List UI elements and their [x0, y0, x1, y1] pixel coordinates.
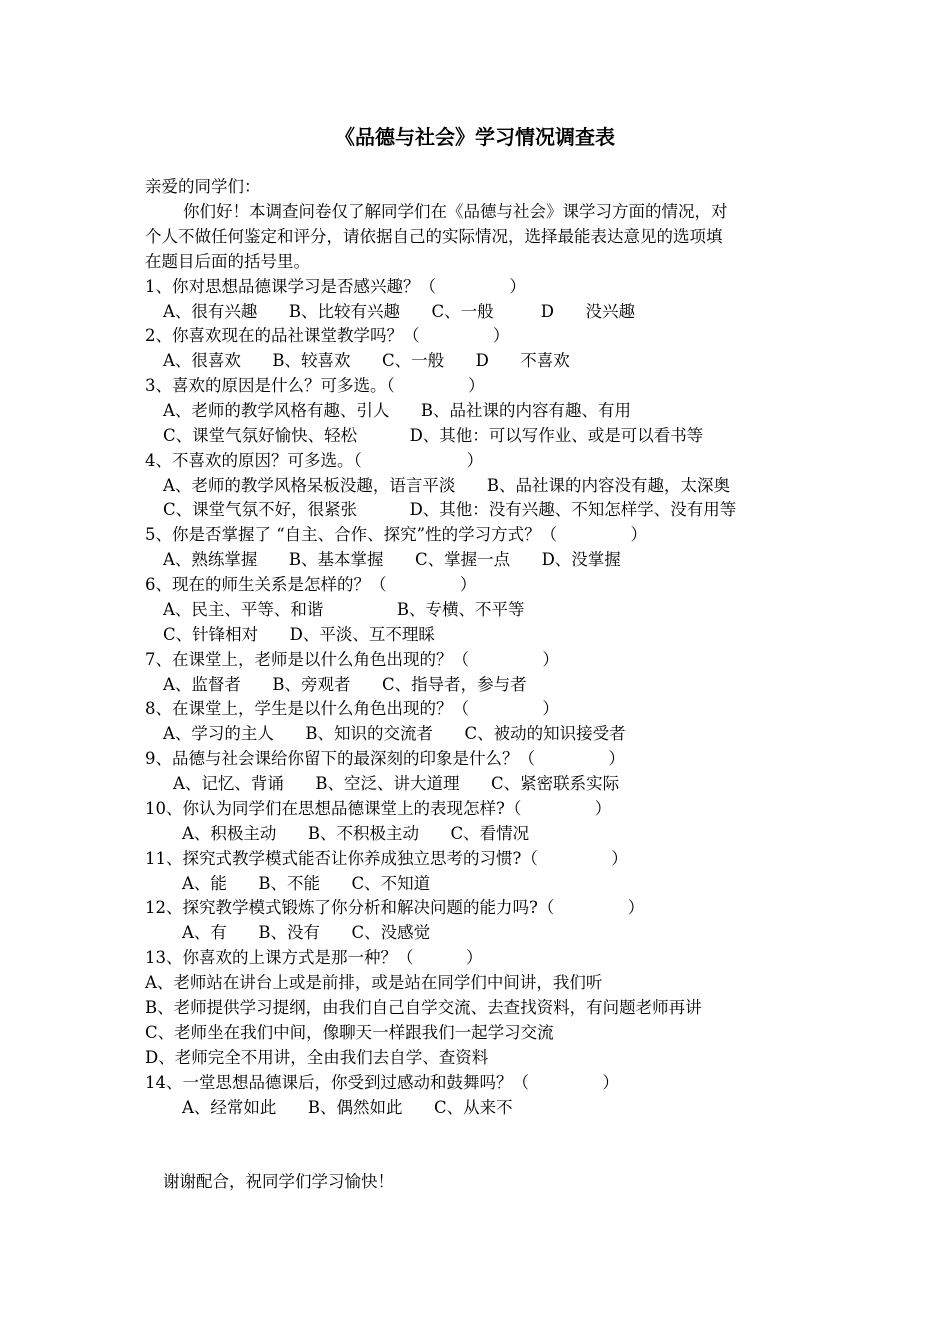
question-2: 2、你喜欢现在的品社课堂教学吗？（ ） [145, 326, 510, 345]
question-11: 11、探究式教学模式能否让你养成独立思考的习惯?（ ） [145, 849, 628, 868]
options-line: A、很喜欢 B、较喜欢 C、一般 D 不喜欢 [163, 351, 570, 370]
question-7: 7、在课堂上，老师是以什么角色出现的？（ ） [145, 650, 559, 669]
options-line: C、课堂气氛不好，很紧张 D、其他：没有兴趣、不知怎样学、没有用等 [163, 500, 737, 519]
options-line: A、老师的教学风格有趣、引人 B、品社课的内容有趣、有用 [163, 401, 632, 420]
options-line: B、老师提供学习提纲，由我们自己自学交流、去查找资料，有问题老师再讲 [145, 998, 702, 1017]
question-12: 12、探究教学模式锻炼了你分析和解决问题的能力吗?（ ） [145, 898, 645, 917]
intro-line: 在题目后面的括号里。 [145, 252, 310, 271]
options-line: A、学习的主人 B、知识的交流者 C、被动的知识接受者 [163, 724, 626, 743]
question-6: 6、现在的师生关系是怎样的？（ ） [145, 575, 477, 594]
greeting: 亲爱的同学们： [145, 177, 261, 196]
options-line: A、能 B、不能 C、不知道 [182, 874, 431, 893]
options-line: A、记忆、背诵 B、空泛、讲大道理 C、紧密联系实际 [173, 774, 620, 793]
options-line: D、老师完全不用讲，全由我们去自学、查资料 [145, 1048, 489, 1067]
options-line: A、民主、平等、和谐 B、专横、不平等 [163, 600, 525, 619]
options-line: A、熟练掌握 B、基本掌握 C、掌握一点 D、没掌握 [163, 550, 621, 569]
question-8: 8、在课堂上，学生是以什么角色出现的？（ ） [145, 699, 559, 718]
options-line: A、老师的教学风格呆板没趣，语言平淡 B、品社课的内容没有趣，太深奥 [163, 476, 731, 495]
question-5: 5、你是否掌握了 “自主、合作、探究”性的学习方式？（ ） [145, 525, 648, 544]
question-9: 9、品德与社会课给你留下的最深刻的印象是什么？（ ） [145, 749, 625, 768]
options-line: A、有 B、没有 C、没感觉 [182, 923, 431, 942]
options-line: A、积极主动 B、不积极主动 C、看情况 [182, 824, 530, 843]
options-line: C、老师坐在我们中间，像聊天一样跟我们一起学习交流 [145, 1023, 554, 1042]
intro-line: 个人不做任何鉴定和评分，请依据自己的实际情况，选择最能表达意见的选项填 [145, 227, 723, 246]
question-1: 1、你对思想品德课学习是否感兴趣？（ ） [145, 277, 526, 296]
question-4: 4、不喜欢的原因？可多选。（ ） [145, 451, 484, 470]
intro-line: 你们好！本调查问卷仅了解同学们在《品德与社会》课学习方面的情况，对 [183, 202, 728, 221]
closing-note: 谢谢配合，祝同学们学习愉快！ [163, 1172, 394, 1191]
question-3: 3、喜欢的原因是什么？可多选。（ ） [145, 376, 485, 395]
options-line: A、经常如此 B、偶然如此 C、从来不 [182, 1098, 513, 1117]
options-line: A、很有兴趣 B、比较有兴趣 C、一般 D 没兴趣 [163, 302, 636, 321]
options-line: A、监督者 B、旁观者 C、指导者，参与者 [163, 675, 527, 694]
question-13: 13、你喜欢的上课方式是那一种？（ ） [145, 948, 483, 967]
options-line: C、课堂气氛好愉快、轻松 D、其他：可以写作业、或是可以看书等 [163, 426, 704, 445]
page-title: 《品德与社会》学习情况调查表 [335, 125, 615, 149]
question-10: 10、你认为同学们在思想品德课堂上的表现怎样?（ ） [145, 799, 612, 818]
options-line: C、针锋相对 D、平淡、互不理睬 [163, 625, 435, 644]
options-line: A、老师站在讲台上或是前排，或是站在同学们中间讲，我们听 [145, 973, 603, 992]
question-14: 14、一堂思想品德课后，你受到过感动和鼓舞吗？（ ） [145, 1073, 619, 1092]
